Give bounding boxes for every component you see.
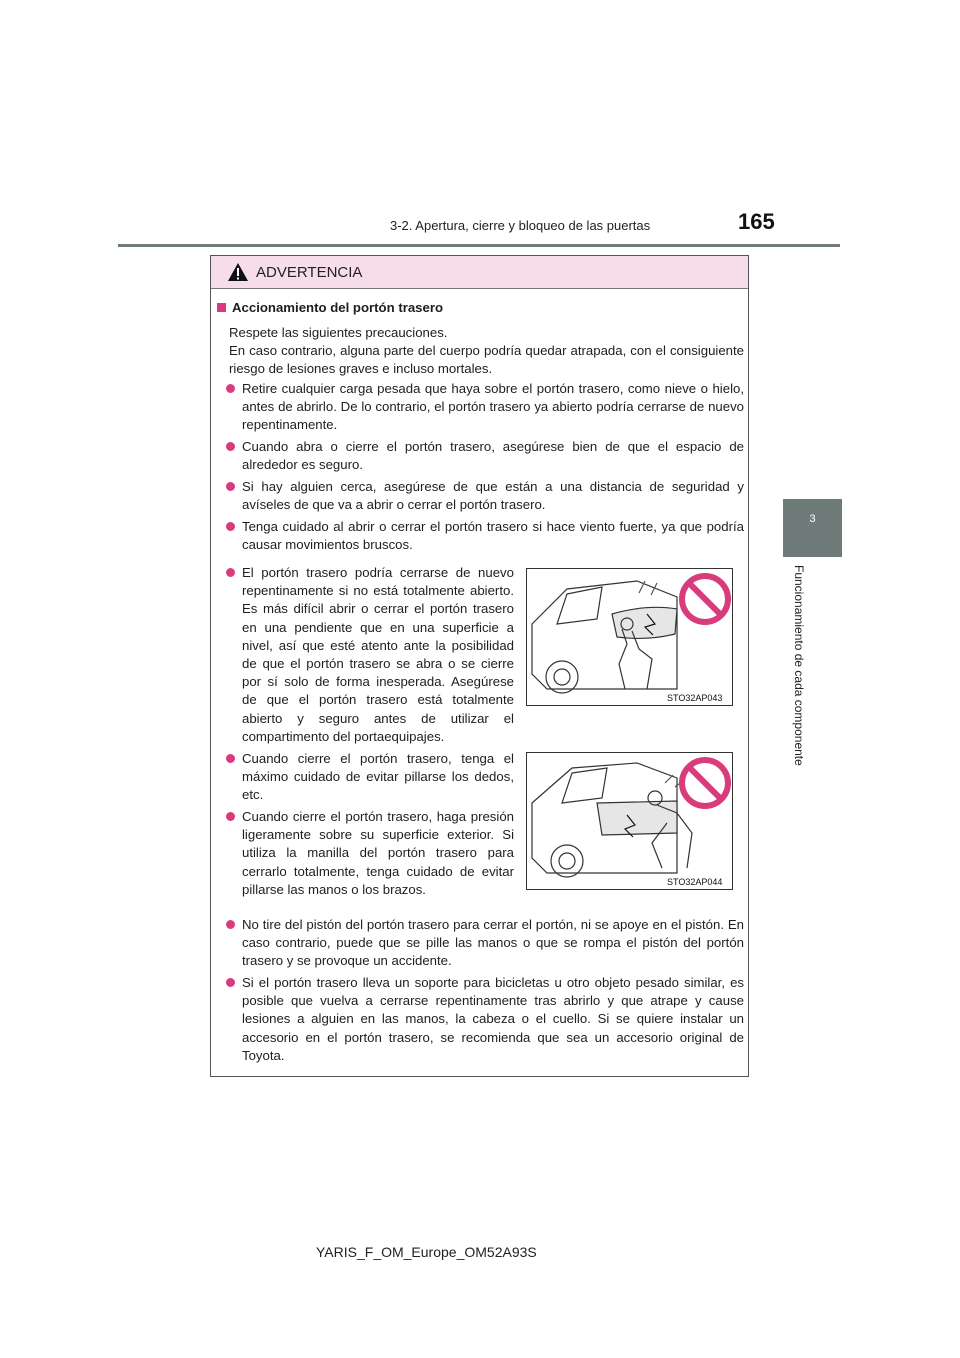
header-section-title: 3-2. Apertura, cierre y bloqueo de las puertas (390, 218, 651, 233)
figure-code: STO32AP043 (667, 693, 723, 703)
document-code: YARIS_F_OM_Europe_OM52A93S (316, 1244, 537, 1260)
prohibited-icon (682, 576, 728, 622)
list-item: Cuando cierre el portón trasero, tenga el máximo cuidado de evitar pillarse los dedos, etc. (226, 750, 514, 805)
list-item: El portón trasero podría cerrarse de nuevo repentinamente si no está totalmente abierto. Es más difícil abrir o cerrar el portón trasero en una pendiente que en una superficie a nivel, así que esté atento ante la posibilidad de que el portón trasero se abra o se cierre por sí solo de forma inesperada. Asegúrese de que el portón trasero está totalmente abierto y seguro antes de utilizar el compartimento del portaequipajes. (226, 564, 514, 746)
tailgate-illustration-1 (526, 568, 733, 706)
bullet-dot-icon (226, 522, 235, 531)
tailgate-illustration-2 (526, 752, 733, 890)
warning-header (211, 256, 748, 289)
list-item: Si el portón trasero lleva un soporte para bicicletas u otro objeto pesado similar, es posible que vuelva a cerrarse repentinamente tras abrirlo y que atrape y cause lesiones a alguien en las manos, la cabeza o el cuello. Si se quiere instalar un accesorio en el portón trasero, se recomienda que sea un accesorio original de Toyota. (226, 974, 744, 1065)
bullet-dot-icon (226, 442, 235, 451)
bullet-dot-icon (226, 568, 235, 577)
chapter-tab-number: 3 (809, 513, 816, 525)
figure-code: STO32AP044 (667, 877, 723, 887)
list-item: Cuando cierre el portón trasero, haga presión ligeramente sobre su superficie exterior. Si utiliza la manilla del portón trasero para cerrarlo totalmente, tenga cuidado de evitar pillarse las manos o los brazos. (226, 808, 514, 899)
section-heading-text: Accionamiento del portón trasero (232, 300, 444, 315)
warning-triangle-icon (227, 262, 249, 282)
bullet-dot-icon (226, 978, 235, 987)
list-item: Cuando abra o cierre el portón trasero, asegúrese bien de que el espacio de alrededor es seguro. (226, 438, 744, 474)
list-item: Si hay alguien cerca, asegúrese de que están a una distancia de seguridad y avíseles de que va a abrir o cerrar el portón trasero. (226, 478, 744, 514)
bullet-dot-icon (226, 920, 235, 929)
chapter-tab (783, 499, 842, 557)
prohibited-icon (682, 760, 728, 806)
section-heading (217, 300, 443, 315)
page-number: 165 (738, 209, 775, 234)
bullet-dot-icon (226, 482, 235, 491)
warning-title: ADVERTENCIA (256, 264, 363, 281)
header-divider (118, 244, 840, 247)
bullet-dot-icon (226, 754, 235, 763)
list-item: Retire cualquier carga pesada que haya sobre el portón trasero, como nieve o hielo, antes de abrirlo. De lo contrario, el portón trasero ya abierto podría cerrarse de nuevo repentinamente. (226, 380, 744, 435)
chapter-tab-label: Funcionamiento de cada componente (792, 565, 806, 766)
intro-line-1: Respete las siguientes precauciones. (229, 325, 448, 340)
warning-box (210, 255, 749, 1077)
square-bullet-icon (217, 303, 226, 312)
intro-line-2: En caso contrario, alguna parte del cuerpo podría quedar atrapada, con el consiguiente riesgo de lesiones graves e incluso mortales. (229, 343, 744, 377)
list-item: Tenga cuidado al abrir o cerrar el portón trasero si hace viento fuerte, ya que podría causar movimientos bruscos. (226, 518, 744, 554)
list-item: No tire del pistón del portón trasero para cerrar el portón, ni se apoye en el pistón. En caso contrario, puede que se pille las manos o que se rompa el pistón del portón trasero y se provoque un accidente. (226, 916, 744, 971)
car-tailgate-opening-drawing (527, 569, 732, 705)
car-tailgate-closing-drawing (527, 753, 732, 889)
bullet-dot-icon (226, 384, 235, 393)
bullet-dot-icon (226, 812, 235, 821)
